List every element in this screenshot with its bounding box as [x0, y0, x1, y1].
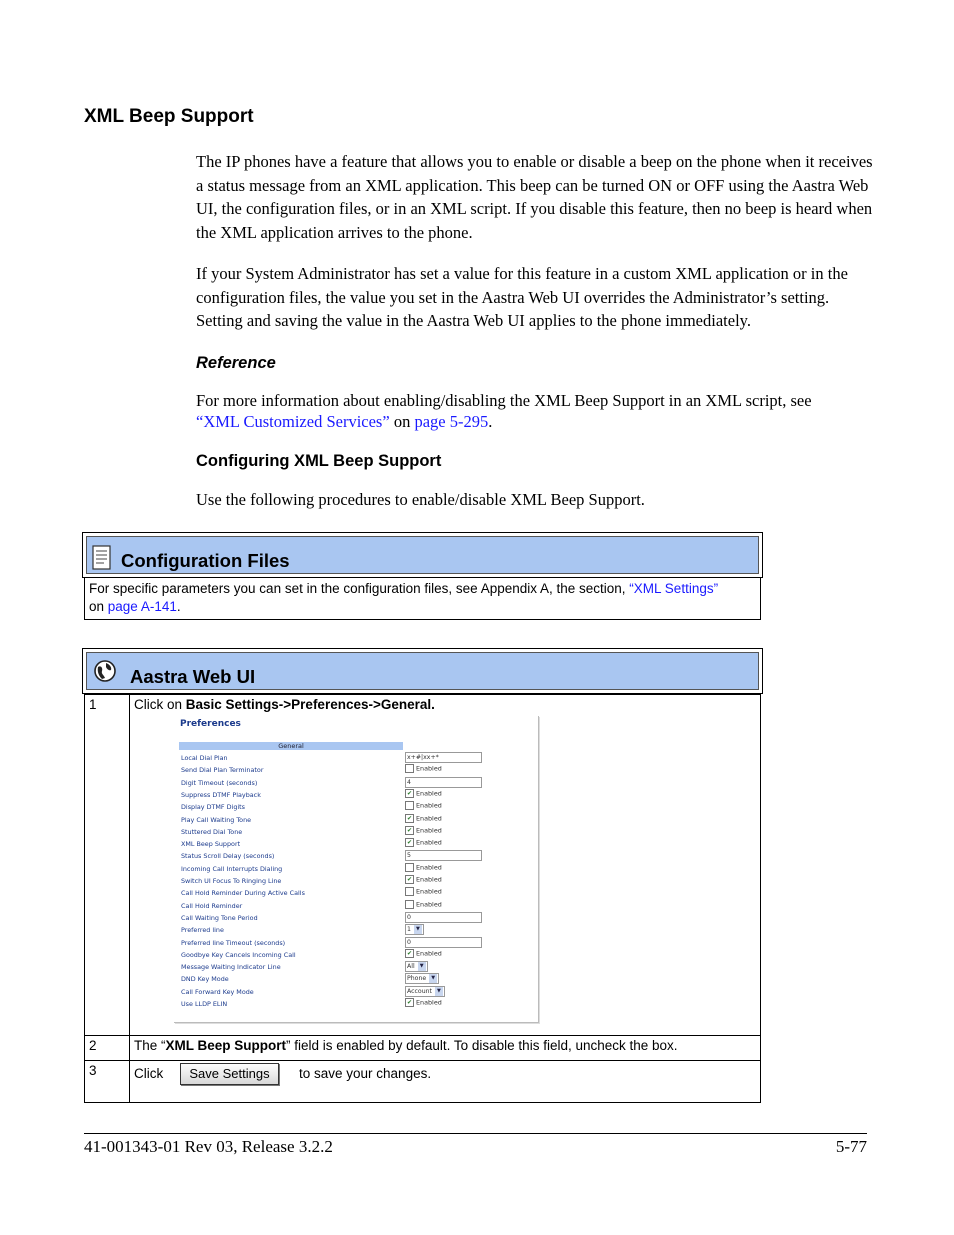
preference-row — [181, 828, 536, 840]
enabled-label: Enabled — [416, 789, 442, 798]
preference-control — [405, 764, 442, 773]
steps-table — [84, 694, 761, 1103]
preference-label: Call Waiting Tone Period — [181, 913, 258, 922]
step-number: 2 — [85, 1036, 130, 1061]
preference-dropdown[interactable] — [405, 986, 445, 997]
preference-row — [181, 939, 536, 951]
reference-text: For more information about enabling/disabling the XML Beep Support in an XML script, see — [196, 391, 812, 410]
step-text-suffix: to save your changes. — [299, 1066, 432, 1081]
preference-text-field[interactable]: x+#|xx+* — [405, 752, 482, 763]
preference-row — [181, 779, 536, 791]
preference-label: Message Waiting Indicator Line — [181, 963, 281, 972]
preference-label: Incoming Call Interrupts Dialing — [181, 864, 283, 873]
preference-control — [405, 900, 442, 909]
preference-label: Status Scroll Delay (seconds) — [181, 852, 275, 861]
preference-checkbox[interactable]: ✔ — [406, 876, 413, 883]
enabled-label: Enabled — [416, 838, 442, 847]
preference-dropdown[interactable] — [405, 973, 439, 984]
preference-row — [181, 902, 536, 914]
preference-checkbox[interactable]: ✔ — [406, 839, 413, 847]
preference-row — [181, 803, 536, 815]
config-files-header — [82, 532, 763, 578]
preference-control — [405, 998, 442, 1007]
step-text: The “ — [134, 1038, 166, 1053]
preference-label: XML Beep Support — [181, 840, 241, 849]
preference-control — [405, 924, 424, 935]
step-row — [85, 1061, 761, 1103]
page-a-141-link[interactable]: page A-141 — [107, 599, 177, 614]
page-5-295-link[interactable]: page 5-295 — [414, 412, 489, 431]
config-files-body — [84, 578, 761, 620]
preference-label: Call Hold Reminder — [181, 901, 243, 910]
preference-checkbox[interactable] — [405, 801, 414, 810]
enabled-label: Enabled — [416, 887, 442, 896]
preference-label: Send Dial Plan Terminator — [181, 766, 264, 775]
web-ui-title: Aastra Web UI — [130, 666, 256, 687]
preference-row — [181, 951, 536, 963]
chevron-down-icon: ▼ — [429, 974, 437, 983]
step-text-suffix: ” field is enabled by default. To disable this field, uncheck the box. — [286, 1038, 678, 1053]
preference-label: DND Key Mode — [181, 975, 229, 984]
general-group-bar: General — [179, 742, 403, 750]
preference-control — [405, 912, 482, 923]
step-row — [85, 1036, 761, 1061]
enabled-label: Enabled — [416, 863, 442, 872]
step-number: 3 — [85, 1061, 130, 1103]
preference-control — [405, 850, 482, 861]
chevron-down-icon: ▼ — [435, 987, 443, 996]
enabled-label: Enabled — [416, 801, 442, 810]
preference-checkbox[interactable]: ✔ — [406, 999, 413, 1006]
dropdown-value: All — [407, 963, 415, 971]
reference-end: . — [488, 412, 493, 431]
step-number: 1 — [85, 695, 130, 1036]
enabled-label: Enabled — [416, 900, 442, 909]
preference-control — [405, 961, 428, 972]
reference-paragraph — [196, 390, 876, 432]
preference-text-field[interactable]: 5 — [405, 850, 482, 861]
footer-rule — [84, 1133, 867, 1134]
enabled-label: Enabled — [416, 764, 442, 773]
preference-label: Switch UI Focus To Ringing Line — [181, 877, 282, 885]
preference-label: Call Hold Reminder During Active Calls — [181, 889, 305, 898]
dropdown-value: Account — [407, 987, 432, 995]
preference-row — [181, 816, 536, 828]
preference-row — [181, 791, 536, 803]
enabled-label: Enabled — [416, 814, 442, 822]
preference-row — [181, 975, 536, 987]
preference-control — [405, 973, 439, 984]
preference-label: Goodbye Key Cancels Incoming Call — [181, 950, 296, 959]
preference-label: Preferred line — [181, 926, 224, 935]
preference-row — [181, 963, 536, 975]
configuring-heading: Configuring XML Beep Support — [196, 452, 442, 470]
step-content — [130, 1036, 761, 1061]
footer-page-number: 5-77 — [835, 1137, 867, 1156]
preference-row — [181, 926, 536, 938]
preference-label: Preferred line Timeout (seconds) — [181, 938, 286, 947]
preference-row — [181, 840, 536, 852]
footer-doc-id: 41-001343-01 Rev 03, Release 3.2.2 — [84, 1137, 333, 1156]
preference-row — [181, 1000, 536, 1012]
preference-control — [405, 949, 442, 958]
preference-row — [181, 988, 536, 1000]
preference-control — [405, 801, 442, 810]
document-icon — [91, 545, 113, 571]
preference-label: Display DTMF Digits — [181, 803, 245, 812]
preference-row — [181, 852, 536, 864]
admin-paragraph: If your System Administrator has set a value for this feature in a custom XML application or in the configuration files, the value you set in the Aastra Web UI overrides the Administrator’s setting. Setting and saving the value in the Aastra Web UI applies to the phone immediately. — [196, 264, 848, 330]
preference-row — [181, 766, 536, 778]
chevron-down-icon: ▼ — [418, 962, 426, 971]
globe-icon — [93, 659, 117, 683]
step-text: Click — [134, 1066, 164, 1081]
dropdown-value: Phone — [407, 975, 427, 983]
preference-control — [405, 814, 442, 823]
config-files-text: For specific parameters you can set in the configuration files, see Appendix A, the section, — [89, 581, 630, 596]
step-content — [130, 695, 761, 1036]
preference-control — [405, 826, 442, 835]
preference-control — [405, 887, 442, 896]
xml-customized-services-link[interactable]: “XML Customized Services” — [196, 412, 390, 431]
xml-settings-link[interactable]: “XML Settings” — [629, 581, 719, 596]
section-title: XML Beep Support — [84, 106, 254, 127]
preference-control — [405, 937, 482, 948]
preferences-title: Preferences — [180, 719, 241, 729]
reference-on: on — [389, 412, 415, 431]
preference-label: Call Forward Key Mode — [181, 987, 254, 996]
chevron-down-icon: ▼ — [414, 925, 422, 934]
enabled-label: Enabled — [416, 875, 442, 884]
preference-control — [405, 986, 445, 997]
preference-checkbox[interactable]: ✔ — [406, 826, 413, 834]
step-content — [130, 1061, 761, 1103]
config-files-title: Configuration Files — [121, 550, 290, 571]
preference-label: Use LLDP ELIN — [181, 1000, 228, 1008]
preferences-screenshot — [174, 716, 539, 1023]
configuring-text: Use the following procedures to enable/disable XML Beep Support. — [196, 490, 645, 509]
preference-checkbox[interactable] — [405, 900, 414, 909]
preference-checkbox[interactable] — [405, 863, 414, 872]
preference-label: Local Dial Plan — [181, 754, 228, 762]
preference-text-field[interactable]: 0 — [405, 937, 482, 948]
preference-control — [405, 752, 482, 763]
web-ui-header — [82, 648, 763, 694]
preference-row — [181, 865, 536, 877]
preference-checkbox[interactable]: ✔ — [406, 814, 413, 822]
step-row — [85, 695, 761, 1036]
preference-row — [181, 754, 536, 766]
reference-heading: Reference — [196, 354, 276, 372]
preference-dropdown[interactable] — [405, 961, 428, 972]
save-settings-button[interactable]: Save Settings — [180, 1063, 279, 1085]
preference-control — [405, 875, 442, 884]
step-field-name: XML Beep Support — [165, 1038, 287, 1053]
config-files-end: . — [176, 599, 181, 614]
enabled-label: Enabled — [416, 949, 442, 958]
preference-checkbox[interactable] — [405, 887, 414, 896]
preference-dropdown[interactable] — [405, 924, 424, 935]
preference-text-field[interactable]: 4 — [405, 777, 482, 788]
dropdown-value: 1 — [407, 926, 411, 934]
preference-label: Stuttered Dial Tone — [181, 827, 243, 836]
preference-checkbox[interactable]: ✔ — [406, 789, 413, 797]
preference-control — [405, 777, 482, 788]
preference-label: Suppress DTMF Playback — [181, 790, 261, 799]
enabled-label: Enabled — [416, 998, 442, 1007]
preference-row — [181, 914, 536, 926]
preference-control — [405, 863, 442, 872]
intro-paragraph: The IP phones have a feature that allows you to enable or disable a beep on the phone when it receives a status message from an XML application. This beep can be turned ON or OFF using the Aastra Web UI, the configuration files, or in an XML script. If you disable this feature, then no beep is heard when the XML application arrives to the phone. — [196, 152, 873, 242]
preference-label: Digit Timeout (seconds) — [181, 778, 258, 787]
preference-control — [405, 789, 442, 798]
preference-row — [181, 889, 536, 901]
config-files-on: on — [89, 599, 108, 614]
preference-checkbox[interactable]: ✔ — [406, 949, 413, 957]
preference-control — [405, 838, 442, 847]
preference-row — [181, 877, 536, 889]
step-menu-path: Basic Settings->Preferences->General. — [185, 697, 435, 712]
preference-text-field[interactable]: 0 — [405, 912, 482, 923]
step-text: Click on — [134, 697, 186, 712]
enabled-label: Enabled — [416, 826, 442, 835]
preference-label: Play Call Waiting Tone — [181, 815, 252, 824]
preference-checkbox[interactable] — [405, 764, 414, 773]
